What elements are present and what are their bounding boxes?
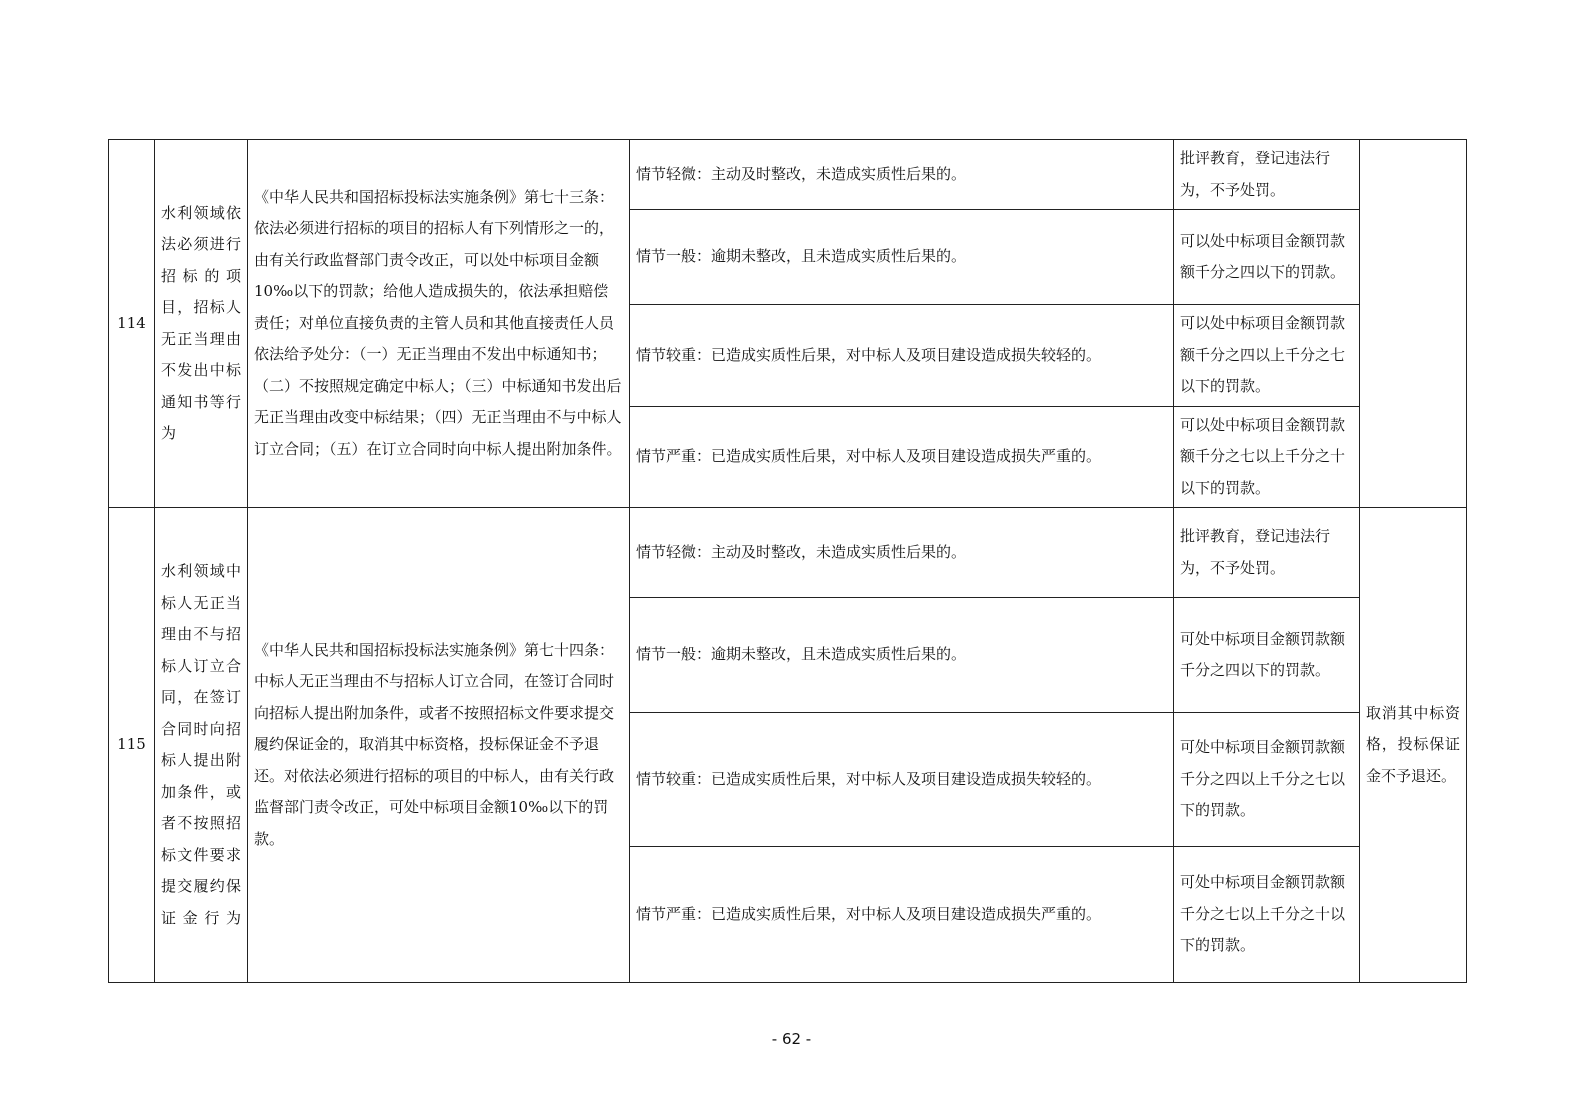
circumstance-cell: 情节严重：已造成实质性后果，对中标人及项目建设造成损失严重的。: [630, 406, 1174, 508]
item-number: 115: [109, 508, 155, 983]
penalty-standard-cell: 可以处中标项目金额罚款额千分之四以上千分之七以下的罚款。: [1174, 305, 1360, 407]
penalty-standard-cell: 可处中标项目金额罚款额千分之四以下的罚款。: [1174, 598, 1360, 713]
legal-basis: 《中华人民共和国招标投标法实施条例》第七十四条：中标人无正当理由不与招标人订立合同，在签订合同时向招标人提出附加条件，或者不按照招标文件要求提交履约保证金的，取消其中标资格，投标保证金不予退还。对依法必须进行招标的项目的中标人，由有关行政监督部门责令改正，可处中标项目金额10‰以下的罚款。: [248, 508, 630, 983]
circumstance-cell: 情节轻微：主动及时整改，未造成实质性后果的。: [630, 140, 1174, 210]
page-number: - 62 -: [771, 1030, 812, 1048]
remark-cell: 取消其中标资格，投标保证金不予退还。: [1360, 508, 1467, 983]
circumstance-cell: 情节一般：逾期未整改，且未造成实质性后果的。: [630, 598, 1174, 713]
table-row: [109, 140, 1467, 210]
violation-name: 水利领域依法必须进行招标的项目，招标人无正当理由不发出中标通知书等行为: [155, 140, 248, 508]
penalty-standard-cell: 批评教育，登记违法行为，不予处罚。: [1174, 140, 1360, 210]
violation-name: 水利领域中标人无正当理由不与招标人订立合同，在签订合同时向招标人提出附加条件，或者不按照招标文件要求提交履约保证金行为: [155, 508, 248, 983]
circumstance-cell: 情节一般：逾期未整改，且未造成实质性后果的。: [630, 210, 1174, 305]
penalty-standard-cell: 可处中标项目金额罚款额千分之四以上千分之七以下的罚款。: [1174, 713, 1360, 847]
penalty-standard-cell: 可处中标项目金额罚款额千分之七以上千分之十以下的罚款。: [1174, 847, 1360, 983]
circumstance-cell: 情节严重：已造成实质性后果，对中标人及项目建设造成损失严重的。: [630, 847, 1174, 983]
penalty-standard-cell: 可以处中标项目金额罚款额千分之四以下的罚款。: [1174, 210, 1360, 305]
item-number: 114: [109, 140, 155, 508]
penalty-standard-cell: 批评教育，登记违法行为，不予处罚。: [1174, 508, 1360, 598]
penalty-standards-table: [108, 139, 1467, 983]
penalty-standard-cell: 可以处中标项目金额罚款额千分之七以上千分之十以下的罚款。: [1174, 406, 1360, 508]
remark-cell: [1360, 140, 1467, 508]
circumstance-cell: 情节较重：已造成实质性后果，对中标人及项目建设造成损失较轻的。: [630, 305, 1174, 407]
circumstance-cell: 情节较重：已造成实质性后果，对中标人及项目建设造成损失较轻的。: [630, 713, 1174, 847]
circumstance-cell: 情节轻微：主动及时整改，未造成实质性后果的。: [630, 508, 1174, 598]
table-row: [109, 508, 1467, 598]
legal-basis: 《中华人民共和国招标投标法实施条例》第七十三条：依法必须进行招标的项目的招标人有下列情形之一的，由有关行政监督部门责令改正，可以处中标项目金额10‰以下的罚款；给他人造成损失的，依法承担赔偿责任；对单位直接负责的主管人员和其他直接责任人员依法给予处分：（一）无正当理由不发出中标通知书；（二）不按照规定确定中标人；（三）中标通知书发出后无正当理由改变中标结果；（四）无正当理由不与中标人订立合同；（五）在订立合同时向中标人提出附加条件。: [248, 140, 630, 508]
